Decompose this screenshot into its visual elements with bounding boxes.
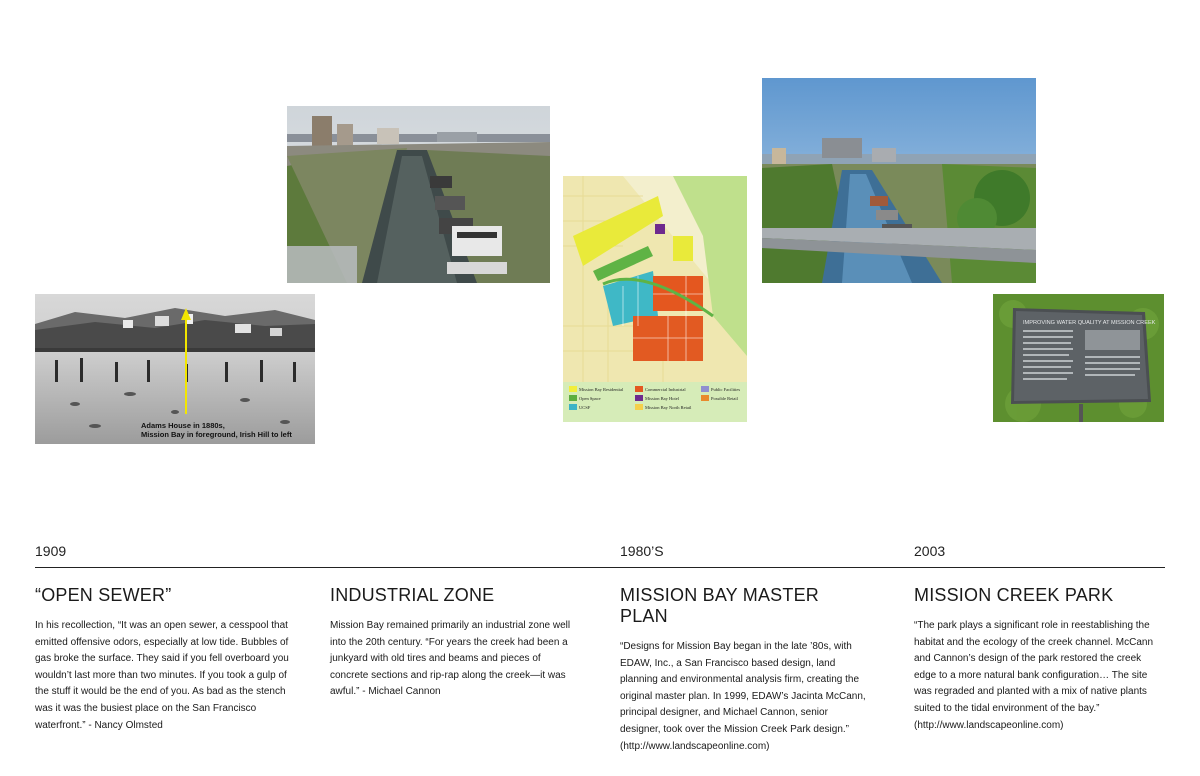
- legend-item: [701, 395, 747, 401]
- legend-label: Mission Bay North Retail: [645, 404, 692, 410]
- adams-house-photo: [35, 294, 315, 444]
- legend-label: Mission Bay Residential: [579, 386, 624, 392]
- legend-label: Possible Retail: [711, 395, 738, 401]
- timeline-divider: [35, 567, 1165, 568]
- adams-house-caption-line1: Adams House in 1880s,: [141, 421, 225, 430]
- master-plan-map: [563, 176, 747, 422]
- mission-creek-modern-photo: [762, 78, 1036, 283]
- legend-item: [569, 395, 635, 401]
- legend-item: [569, 386, 635, 392]
- legend-label: UCSF: [579, 404, 591, 410]
- section-body: Mission Bay remained primarily an industrial zone well into the 20th century. “For years the creek had been a junkyard with old tires and beams and pieces of concrete sections and rip-rap along the creek—it was awful.” - Michael Cannon: [330, 620, 571, 698]
- industrial-creek-photo: [287, 106, 550, 283]
- section-open-sewer: [35, 585, 290, 734]
- map-legend: [563, 382, 747, 422]
- legend-label: Open Space: [579, 395, 601, 401]
- adams-house-photo-image: [35, 294, 315, 444]
- section-mission-creek-park: [914, 585, 1164, 734]
- section-title: INDUSTRIAL ZONE: [330, 585, 495, 605]
- adams-house-caption-line2: Mission Bay in foreground, Irish Hill to left: [141, 430, 292, 439]
- section-body: “The park plays a significant role in reestablishing the habitat and the ecology of the creek channel. McCann and Cannon’s design of the park restored the creek edge to a more natural bank configuration… The site was regraded and planted with a mix of native plants suited to the tidal environment of the bay.” (http://www.landscapeonline.com): [914, 620, 1154, 731]
- timeline-year-1980s: 1980’S: [620, 543, 664, 559]
- section-industrial-zone: [330, 585, 580, 701]
- legend-item: [635, 386, 701, 392]
- section-title: MISSION BAY MASTER PLAN: [620, 585, 819, 626]
- timeline-year-1909: 1909: [35, 543, 67, 559]
- legend-label: Mission Bay Hotel: [645, 395, 680, 401]
- legend-item: [701, 386, 747, 392]
- section-body: “Designs for Mission Bay began in the late ’80s, with EDAW, Inc., a San Francisco based design, land planning and environmental analysis firm, creating the original master plan. In 1999, EDAW’s Jacinta McCann, principal designer, and Michael Cannon, senior designer, took over the Mission Creek Park design.” (http://www.landscapeonline.com): [620, 641, 866, 752]
- legend-label: Commercial Industrial: [645, 386, 686, 392]
- mission-creek-plaque-photo: [993, 294, 1164, 422]
- section-title: “OPEN SEWER”: [35, 585, 172, 605]
- section-title: MISSION CREEK PARK: [914, 585, 1114, 605]
- section-body: In his recollection, “It was an open sewer, a cesspool that emitted offensive odors, especially at low tide. Bubbles of gas broke the surface. They said if you fell overboard you wouldn’t last more than two minutes. If you took a gulp of the stuff it would be the end of you. As bad as the stench was it was the busiest place on the San Francisco waterfront.” - Nancy Olmsted: [35, 620, 289, 731]
- legend-item: [635, 404, 701, 410]
- legend-label: Public Facilities: [711, 386, 741, 392]
- legend-item: [635, 395, 701, 401]
- section-master-plan: [620, 585, 870, 755]
- plaque-title: IMPROVING WATER QUALITY AT MISSION CREEK: [1023, 320, 1156, 326]
- legend-item: [569, 404, 635, 410]
- timeline-year-2003: 2003: [914, 543, 946, 559]
